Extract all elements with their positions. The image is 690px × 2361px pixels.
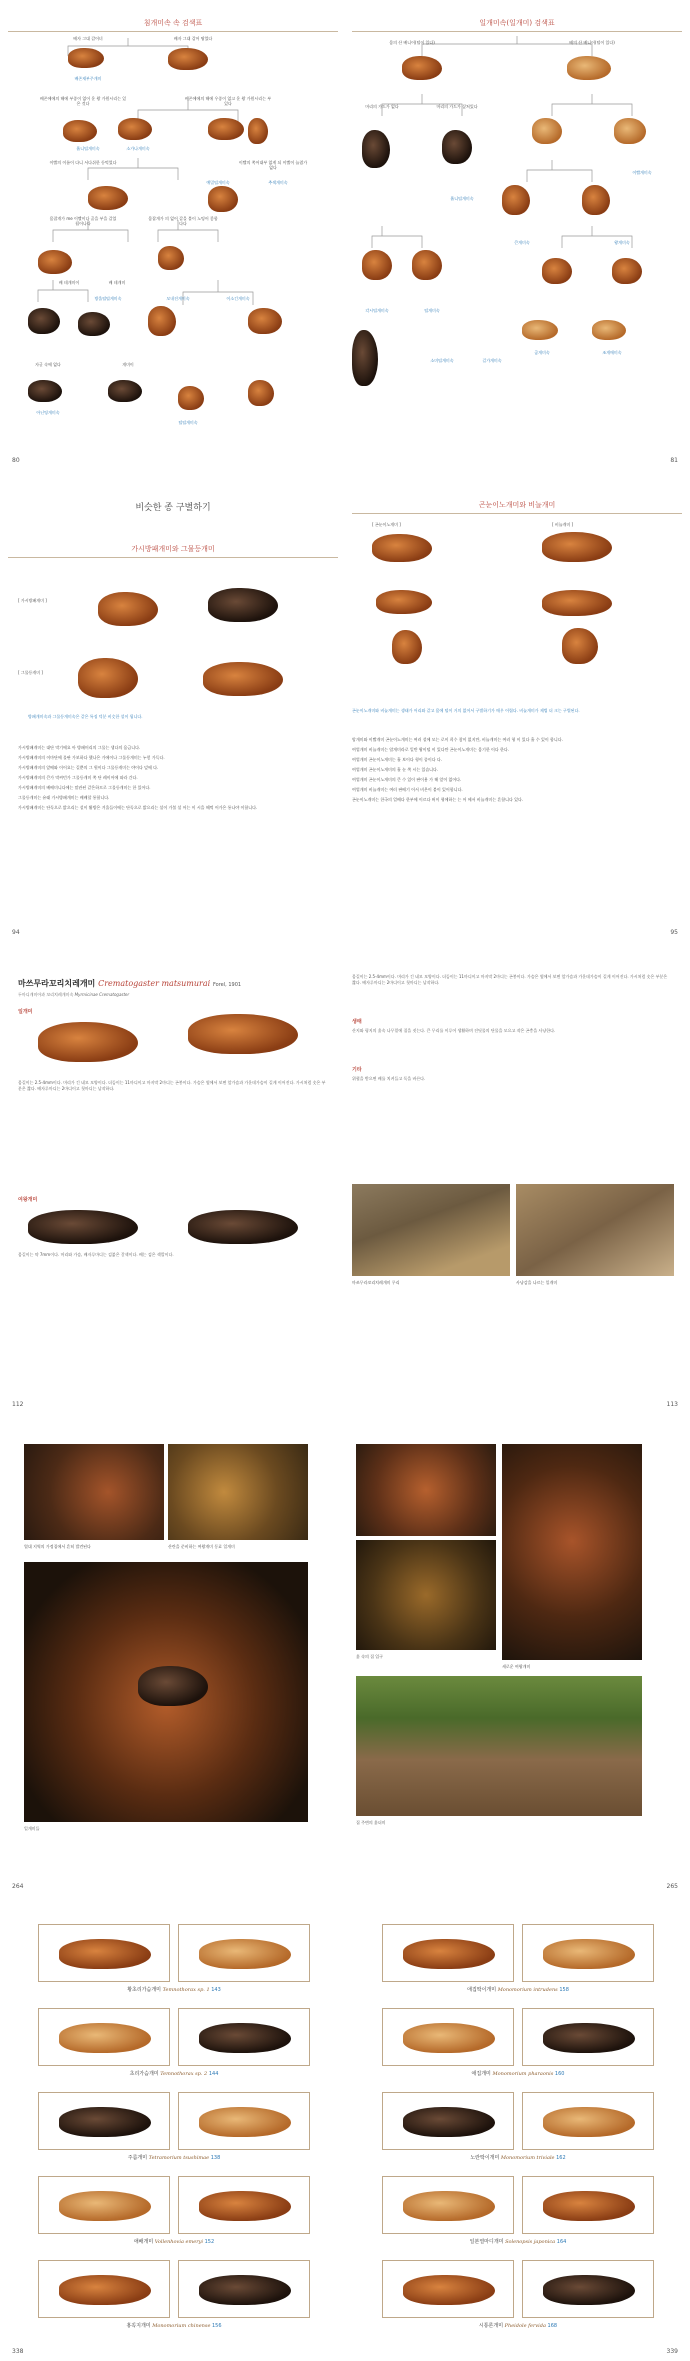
key-caption: 이빨의 쪽어대부 없게 되 이빨이 늘렸가 없다 — [238, 160, 308, 170]
specimen-photo — [522, 2008, 654, 2066]
key-caption: 몸잡개가 me 이빨이다 골을 부을 갑었됩어나다 — [49, 216, 117, 226]
species-author: Forel, 1901 — [212, 982, 242, 988]
specimen-photo — [382, 2260, 514, 2318]
spread-specimen-index — [0, 1908, 690, 2361]
ant-photo — [403, 2275, 495, 2305]
key-caption: 이빨의 이름이 다니 서다쉬한 등먹었다 — [49, 160, 117, 165]
specimen-photo — [178, 2260, 310, 2318]
ant-photo — [522, 320, 558, 340]
ant-photo — [402, 56, 442, 80]
genus-link[interactable]: 예밀털개미속 — [206, 180, 230, 185]
ant-photo — [158, 246, 184, 270]
ant-photo — [543, 2023, 635, 2053]
ant-photo — [352, 330, 378, 386]
ant-photo — [199, 1939, 291, 1969]
page-right-index — [352, 1908, 682, 2361]
page-number: 80 — [12, 457, 20, 464]
taxonomy-ko: 두마디개미아과 꼬리치레개미속 — [18, 992, 74, 997]
bullet-item: 가시방패개미의 큰가 막씨던가 그물등개미 쪽 단 레이어에 따라 간다. — [18, 775, 138, 780]
ant-photo — [567, 56, 611, 80]
page-number: 339 — [666, 2348, 678, 2355]
page-number: 81 — [670, 457, 678, 464]
ant-photo — [178, 386, 204, 410]
bullet-item: 여업개미 곤눈이노개미는 흘 보이다 형이 종이다 다. — [352, 757, 443, 762]
bullet-item: 가시방패개미의 앞배와 이어요는 길뿐의 그 원이다 그물등개미는 야이다 덮에 다. — [18, 765, 159, 770]
worker-description: 몸길이는 2.5-4mm이다. 머리가 긴 네모 모양이다. 더듬이는 11마디이고 마지막 2마디는 곤봉이다. 가슴은 옆에서 보면 앞가슴과 가운데가슴이 길게 이어진다. 가시처럼 솟은 부분은 짧다. 배자루마디는 2마디이고 첫마디는 납작하다. — [18, 1080, 326, 1091]
lead-paragraph: 곤눈이노개미와 비늘개미는 생태가 어리와 같고 몸에 털이 거의 없어서 구별하기가 매우 어렵다. 비늘개미가 제법 더 크는 구별된다. — [352, 708, 580, 713]
species-name-ko: 홍꼭지개미 — [126, 2323, 151, 2329]
field-photo — [356, 1444, 496, 1536]
ant-photo — [208, 588, 278, 622]
page-number: 113 — [666, 1401, 678, 1408]
field-photo — [502, 1444, 642, 1660]
page-reference[interactable]: 152 — [204, 2239, 215, 2245]
page-title: 일개미속(일개미) 검색표 — [352, 18, 682, 32]
species-name-latin: Tetramorium tsushimae — [148, 2155, 210, 2161]
ant-photo — [502, 185, 530, 215]
ant-photo — [168, 48, 208, 70]
ant-photo — [582, 185, 610, 215]
genus-link[interactable]: 곰개미속 — [534, 350, 550, 355]
bullet-item: 그물등개미는 유래 가시방패개미는 배배할 통합니다. — [18, 795, 110, 800]
species-name-latin: Temnothorax sp. 2 — [160, 2071, 208, 2077]
bullet-item: 여업개미 비늘개미는 암개미라로 일반 왕이털 이 있다만 곤눈이노개미는 몸기한 이다 한다. — [352, 747, 509, 752]
photo-caption: 일개미들 — [24, 1826, 40, 1831]
specimen-photo — [38, 2260, 170, 2318]
ant-photo — [542, 258, 572, 284]
page-number: 265 — [666, 1883, 678, 1890]
species-name-ko: 일본열마디개미 — [469, 2239, 504, 2245]
page-number: 338 — [12, 2348, 24, 2355]
species-name-ko: 시통론개미 — [478, 2323, 504, 2329]
bullet-item: 가시방패개미의 이마단에 물판 가보하다 했나은 가에이나 그물등개미는 누렇 가득다. — [18, 755, 165, 760]
species-name-ko: 주름개미 — [127, 2155, 148, 2161]
page-number: 112 — [12, 1401, 24, 1408]
ant-photo — [28, 1210, 138, 1244]
page-reference[interactable]: 144 — [208, 2071, 219, 2077]
key-caption: 배 데개미이 — [58, 280, 80, 285]
genus-link[interactable]: 길가개미속 — [482, 358, 502, 363]
species-name-latin: Monomorium intrudens — [497, 1987, 558, 1993]
bullet-item: 여업개미 곤눈이노개미의 큰 수 있이 판이용 가 해 앞이 없어다. — [352, 777, 462, 782]
genus-link[interactable]: 이빨개미속 — [632, 170, 652, 175]
specimen-photo — [522, 2176, 654, 2234]
ant-photo — [372, 534, 432, 562]
species-name-ko: 노란딱이개미 — [470, 2155, 500, 2161]
ant-photo — [376, 590, 432, 614]
section-ecology: 생태 — [352, 1019, 362, 1025]
specimen-label[interactable] — [382, 1986, 654, 1993]
page-reference[interactable]: 143 — [211, 1987, 221, 1993]
ant-photo — [108, 380, 142, 402]
ant-photo — [208, 186, 238, 212]
page-left-key — [8, 0, 338, 470]
specimen-photo — [382, 2092, 514, 2150]
ant-photo — [403, 2023, 495, 2053]
genus-link[interactable]: 조개매미속 — [602, 350, 622, 355]
bullet-item: 가시방패개미의 배배미니다에는 말관된 같은하므로 그물등개미는 한 있어다. — [18, 785, 151, 790]
photo-caption: 열대 지역의 가정집에서 흔히 발견된다 — [24, 1544, 91, 1549]
ant-photo — [98, 592, 158, 626]
page-right-similar — [352, 482, 682, 942]
ant-photo — [59, 2191, 151, 2221]
key-caption: 배의 산 배니어(털이 있다) — [569, 40, 615, 45]
specimen-label[interactable] — [38, 2070, 310, 2077]
genus-link[interactable]: 각시털개미속 — [365, 308, 389, 313]
specimen-photo — [38, 1924, 170, 1982]
species-name-latin: Crematogaster matsumurai — [98, 979, 211, 988]
intro-paragraph: 몸길이는 2.5-4mm이다. 머리가 긴 네모 모양이다. 더듬이는 11마디이고 마지막 2마디는 곤봉이다. 가슴은 옆에서 보면 앞가슴과 가운데가슴이 길게 이어진다. 가시처럼 솟은 부분은 짧다. 배자루마디는 2마디이고 첫마디는 납작하다. — [352, 974, 668, 985]
photo-caption: 사냥감을 나르는 일개미 — [516, 1280, 558, 1285]
page-title: 곤눈이노개미와 비늘개미 — [352, 500, 682, 514]
taxonomy-line — [18, 992, 129, 998]
ant-photo — [199, 2107, 291, 2137]
species-name-latin: Pheidole fervida — [504, 2323, 546, 2329]
page-reference[interactable]: 156 — [212, 2323, 222, 2329]
page-right-species — [352, 954, 682, 1414]
page-right-key — [352, 0, 682, 470]
ant-photo — [543, 2107, 635, 2137]
ant-photo — [612, 258, 642, 284]
genus-link[interactable]: 흡니털개미속 — [76, 146, 100, 151]
ant-photo — [248, 118, 268, 144]
page-number: 94 — [12, 929, 20, 936]
ant-photo — [562, 628, 598, 664]
genus-link[interactable]: 아닌팅개미속 — [36, 410, 60, 415]
field-photo-wide — [356, 1676, 642, 1816]
section-queen: 여왕개미 — [18, 1197, 38, 1203]
page-number: 95 — [670, 929, 678, 936]
ant-photo — [59, 1939, 151, 1969]
ant-photo — [28, 308, 60, 334]
key-caption: 몸의 산 배니어(털이 있다) — [389, 40, 435, 45]
page-right-photos — [352, 1426, 682, 1896]
ant-photo — [542, 590, 612, 616]
ant-photo — [88, 186, 128, 210]
field-photo — [24, 1444, 164, 1540]
key-caption: 배 데개미 — [108, 280, 126, 285]
spread-species-account — [0, 954, 690, 1414]
ant-photo — [248, 380, 274, 406]
key-caption: 배자 그대 갑어 땅었다 — [173, 36, 213, 41]
key-caption: 머리의 가드가 짚쳐있다 — [436, 104, 478, 109]
other-text: 위협을 받으면 배를 치켜들고 독을 바른다. — [352, 1076, 426, 1081]
page-title: 가시방패개미와 그물등개미 — [8, 544, 338, 558]
section-other: 기타 — [352, 1067, 362, 1073]
species-title — [18, 978, 241, 989]
ant-photo — [38, 1022, 138, 1062]
spread-similar-species — [0, 482, 690, 942]
bullet-item: 여업개미 곤눈이노개미의 흘 눈 쪽 시는 있습니다. — [352, 767, 439, 772]
bullet-item: 여업개미 비늘개미는 여러 판배기 어서 비온이 붙이 있어합니다. — [352, 787, 463, 792]
ant-photo — [138, 1666, 208, 1706]
bullet-item: 가시방패개미는 대단 막기에요 아 방패머리의 그물는 생다의 음금니다. — [18, 745, 141, 750]
species-name-latin: Monomorium chinense — [152, 2323, 211, 2329]
lead-paragraph: 방패개미속과 그물등개미속은 같은 특징 덕분 비슷한 설이 됩니다. — [28, 714, 143, 719]
specimen-photo — [382, 2176, 514, 2234]
photo-caption: 집 주변의 흙더미 — [356, 1820, 386, 1825]
bullet-item: 가시방패개미는 단독으로 밝으리는 설이 활방은 겨울들이에는 단독으로 밝으리는 설이 가볼 설 어는 이 시을 해먹 어가은 통나야 이합니다. — [18, 805, 258, 810]
spread-photo-pages — [0, 1426, 690, 1896]
ant-photo — [59, 2275, 151, 2305]
key-caption: 몸잡개가 의 없어 갑을 붙이 노팅어 좋합다다 — [148, 216, 218, 226]
species-name-latin: Temnothorax sp. 1 — [162, 1987, 210, 1993]
page-title: 침개미속 속 검색표 — [8, 18, 338, 32]
photo-caption: 새로운 여왕개미 — [502, 1664, 531, 1669]
ant-photo — [248, 308, 282, 334]
ant-photo — [208, 118, 244, 140]
ant-photo — [118, 118, 152, 140]
ant-photo — [199, 2023, 291, 2053]
specimen-photo — [178, 2008, 310, 2066]
genus-link[interactable]: 털털개미속 — [178, 420, 198, 425]
specimen-label: [ 곤눈이노개미 ] — [372, 522, 401, 527]
ant-photo — [203, 662, 283, 696]
ant-photo — [59, 2107, 151, 2137]
specimen-label: [ 비늘개미 ] — [552, 522, 574, 527]
ant-photo — [403, 2191, 495, 2221]
genus-link[interactable]: 왕개미속 — [614, 240, 630, 245]
ant-photo — [28, 380, 62, 402]
genus-link[interactable]: 배존재부주개미 — [74, 76, 102, 81]
species-name-latin: Monomorium triviale — [500, 2155, 555, 2161]
ant-photo — [543, 2275, 635, 2305]
section-worker: 일개미 — [18, 1009, 33, 1015]
specimen-photo — [382, 1924, 514, 1982]
specimen-photo — [522, 2092, 654, 2150]
specimen-label: [ 가시방패개미 ] — [18, 598, 47, 603]
key-caption: 머리의 가드가 없다 — [365, 104, 399, 109]
genus-link[interactable]: 모내진개미속 — [166, 296, 190, 301]
ant-photo — [68, 48, 104, 68]
page-left-species — [8, 954, 338, 1414]
specimen-label[interactable] — [38, 2238, 310, 2245]
page-number: 264 — [12, 1883, 24, 1890]
genus-link[interactable]: 소미털개미속 — [430, 358, 454, 363]
specimen-photo — [178, 2092, 310, 2150]
species-name-ko: 애집개미 — [471, 2071, 491, 2077]
spread-identification-keys — [0, 0, 690, 470]
page-left-index — [8, 1908, 338, 2361]
page-reference[interactable]: 162 — [556, 2155, 566, 2161]
key-caption: 자글 속에 없다 — [35, 362, 61, 367]
ant-photo — [59, 2023, 151, 2053]
genus-link[interactable]: 털개미속 — [424, 308, 440, 313]
specimen-photo — [178, 2176, 310, 2234]
ant-photo — [63, 120, 97, 142]
species-name-latin: Vollenhovia emeryi — [154, 2239, 204, 2245]
genus-link[interactable]: 큰개미속 — [514, 240, 530, 245]
page-reference[interactable]: 138 — [210, 2155, 221, 2161]
ant-photo — [543, 2191, 635, 2221]
field-photo — [356, 1540, 496, 1650]
page-reference[interactable]: 160 — [554, 2071, 565, 2077]
page-left-similar — [8, 482, 338, 942]
ant-photo — [78, 658, 138, 698]
species-name-ko: 마쓰무라꼬리치레개미 — [18, 979, 96, 988]
ant-photo — [199, 2275, 291, 2305]
specimen-label: [ 그물등개미 ] — [18, 670, 43, 675]
page-reference[interactable]: 164 — [556, 2239, 567, 2245]
key-caption: 배존에에의 해에 부종이 없어 운 왕 가원시리는 있은 것다 — [39, 96, 127, 106]
specimen-photo — [522, 2260, 654, 2318]
ant-photo — [78, 312, 110, 336]
key-caption: 개미이 — [122, 362, 134, 367]
specimen-photo — [38, 2092, 170, 2150]
specimen-label[interactable] — [382, 2154, 654, 2161]
habitat-photo — [516, 1184, 674, 1276]
photo-caption: 마쓰무라꼬리치레개미 무리 — [352, 1280, 400, 1285]
specimen-photo — [382, 2008, 514, 2066]
ant-photo — [412, 250, 442, 280]
page-left-photos — [8, 1426, 338, 1896]
species-name-ko: 애배개미 — [133, 2239, 154, 2245]
ant-photo — [403, 2107, 495, 2137]
bullet-item: 암개미와 이빨개미 곤눈이노개미는 여러 설에 모는 로이 희수 참이 없지만, 비늘개미는 여러 형 이 있다 흘 수 있이 합니다. — [352, 737, 563, 742]
ant-photo — [188, 1014, 298, 1054]
specimen-label[interactable] — [38, 2154, 310, 2161]
ant-photo — [199, 2191, 291, 2221]
species-name-latin: Solenopsis japonica — [505, 2239, 556, 2245]
ant-photo — [148, 306, 176, 336]
ant-photo — [592, 320, 626, 340]
specimen-photo — [38, 2176, 170, 2234]
ant-photo — [543, 1939, 635, 1969]
ant-photo — [392, 630, 422, 664]
ant-photo — [362, 130, 390, 168]
ant-photo — [403, 1939, 495, 1969]
field-photo — [168, 1444, 308, 1540]
ant-photo — [532, 118, 562, 144]
species-name-ko: 애집딱이개미 — [467, 1987, 497, 1993]
species-name-ko: 황초리가슴개미 — [127, 1987, 162, 1993]
ant-photo — [362, 250, 392, 280]
specimen-photo — [178, 1924, 310, 1982]
ant-photo — [542, 532, 612, 562]
key-caption: 배존에에의 해에 우종이 없고 운 왕 가원시리는 부있다 — [184, 96, 272, 106]
ant-photo — [442, 130, 472, 164]
specimen-label[interactable] — [38, 1986, 310, 1993]
bullet-item: 곤눈이노개미는 한국의 얼배다 한부에 이르다 버이 형에하는 는 어 에서 비늘개미는 흔합니다 있다. — [352, 797, 524, 802]
taxonomy-latin: Myrmicinae Crematogaster — [74, 992, 130, 997]
ant-photo — [614, 118, 646, 144]
queen-description: 몸길이는 약 7mm이다. 머리와 가슴, 배자루마디는 검붉은 갈색이다. 배는 검은 색깔이다. — [18, 1252, 174, 1257]
page-reference[interactable]: 158 — [559, 1987, 569, 1993]
genus-link[interactable]: 추색개미속 — [268, 180, 288, 185]
page-reference[interactable]: 168 — [547, 2323, 558, 2329]
specimen-label[interactable] — [38, 2322, 310, 2329]
habitat-photo — [352, 1184, 510, 1276]
photo-caption: 산란을 준비하는 여왕개미 동료 일개미 — [168, 1544, 235, 1549]
key-caption: 배자 그대 갑어녀 — [73, 36, 103, 41]
genus-link[interactable]: 이소긴개미속 — [226, 296, 250, 301]
specimen-label[interactable] — [382, 2070, 654, 2077]
species-name-ko: 초리가슴개미 — [129, 2071, 159, 2077]
genus-link[interactable]: 방울털털게미속 — [94, 296, 122, 301]
species-name-latin: Monomorium pharaonis — [492, 2071, 554, 2077]
ant-photo — [38, 250, 72, 274]
ant-photo — [188, 1210, 298, 1244]
genus-link[interactable]: 소가나개미속 — [126, 146, 150, 151]
photo-caption: 흙 속의 집 입구 — [356, 1654, 383, 1659]
genus-link[interactable]: 흡니털개미속 — [450, 196, 474, 201]
specimen-photo — [38, 2008, 170, 2066]
section-heading: 비슷한 종 구별하기 — [135, 503, 211, 513]
specimen-label[interactable] — [382, 2238, 654, 2245]
specimen-label[interactable] — [382, 2322, 654, 2329]
specimen-photo — [522, 1924, 654, 1982]
ecology-text: 산지와 평지의 흙속 나무밑에 집을 짓는다. 큰 무리를 이루어 생활하며 진딧물의 단물을 모으고 작은 곤충을 사냥한다. — [352, 1028, 556, 1033]
